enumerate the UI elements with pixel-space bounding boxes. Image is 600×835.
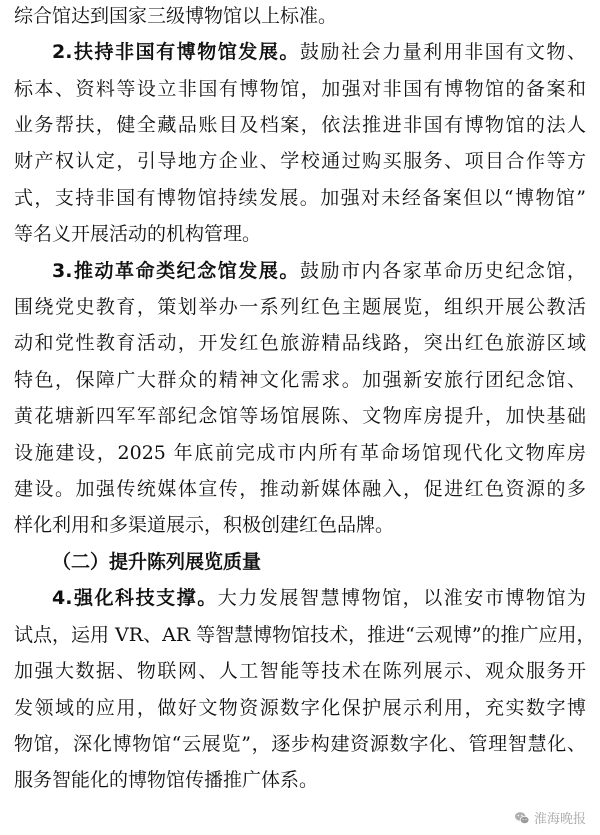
paragraph-line <box>14 368 586 392</box>
line-text: 黄花塘新四军军部纪念馆等场馆展陈、文物库房提升，加快基础 <box>14 405 586 427</box>
paragraph-line <box>14 404 586 428</box>
section-lead: 4.强化科技支撑。 <box>52 587 218 609</box>
line-text: 财产权认定，引导地方企业、学校通过购买服务、项目合作等方 <box>14 150 586 172</box>
watermark-label: 淮海晚报 <box>533 812 586 827</box>
line-text: 等名义开展活动的机构管理。 <box>14 223 262 245</box>
paragraph-line <box>14 186 586 210</box>
paragraph-line <box>14 696 586 720</box>
line-text: 发领域的应用，做好文物资源数字化保护展示利用，充实数字博 <box>14 697 586 719</box>
wechat-icon <box>514 810 530 826</box>
line-text: 式，支持非国有博物馆持续发展。加强对未经备案但以“博物馆” <box>14 187 586 209</box>
paragraph-line <box>14 77 586 101</box>
line-text: 业务帮扶，健全藏品账目及档案，依法推进非国有博物馆的法人 <box>14 114 586 136</box>
section-lead: 3.推动革命类纪念馆发展。 <box>52 260 300 282</box>
paragraph-line <box>14 441 586 465</box>
line-text: 标本、资料等设立非国有博物馆，加强对非国有博物馆的备案和 <box>14 78 586 100</box>
paragraph-line <box>14 732 586 756</box>
paragraph-line <box>14 4 586 28</box>
line-text: 大力发展智慧博物馆，以淮安市博物馆为 <box>217 587 586 609</box>
paragraph-line <box>14 659 586 683</box>
line-text: 设施建设，2025 年底前完成市内所有革命场馆现代化文物库房 <box>14 442 586 464</box>
line-text: 物馆，深化博物馆“云展览”，逐步构建资源数字化、管理智慧化、 <box>14 733 586 755</box>
line-text: 试点，运用 VR、AR 等智慧博物馆技术，推进“云观博”的推广应用， <box>14 624 596 646</box>
paragraph-line <box>52 259 586 283</box>
paragraph-line <box>14 477 586 501</box>
paragraph-line <box>52 586 586 610</box>
watermark <box>514 808 586 827</box>
line-text: 鼓励市内各家革命历史纪念馆， <box>299 260 586 282</box>
line-text: 鼓励社会力量利用非国有文物、 <box>299 41 586 63</box>
line-text: 建设。加强传统媒体宣传，推动新媒体融入，促进红色资源的多 <box>14 478 586 500</box>
paragraph-line <box>14 149 586 173</box>
section-heading: （二）提升陈列展览质量 <box>52 551 262 573</box>
line-text: 样化利用和多渠道展示，积极创建红色品牌。 <box>14 514 395 536</box>
paragraph-line <box>14 331 586 355</box>
paragraph-line <box>14 513 586 537</box>
line-text: 围绕党史教育，策划举办一系列红色主题展览，组织开展公教活 <box>14 296 586 318</box>
paragraph-line <box>14 768 586 792</box>
line-text: 服务智能化的博物馆传播推广体系。 <box>14 769 319 791</box>
line-text: 动和党性教育活动，开发红色旅游精品线路，突出红色旅游区域 <box>14 332 586 354</box>
line-text: 加强大数据、物联网、人工智能等技术在陈列展示、观众服务开 <box>14 660 586 682</box>
paragraph-line <box>14 113 586 137</box>
section-lead: 2.扶持非国有博物馆发展。 <box>52 41 300 63</box>
paragraph-line <box>14 222 586 246</box>
paragraph-line <box>52 40 586 64</box>
line-text: 特色，保障广大群众的精神文化需求。加强新安旅行团纪念馆、 <box>14 369 586 391</box>
line-text: 综合馆达到国家三级博物馆以上标准。 <box>14 5 338 27</box>
paragraph-line <box>14 295 586 319</box>
paragraph-line <box>14 623 596 647</box>
